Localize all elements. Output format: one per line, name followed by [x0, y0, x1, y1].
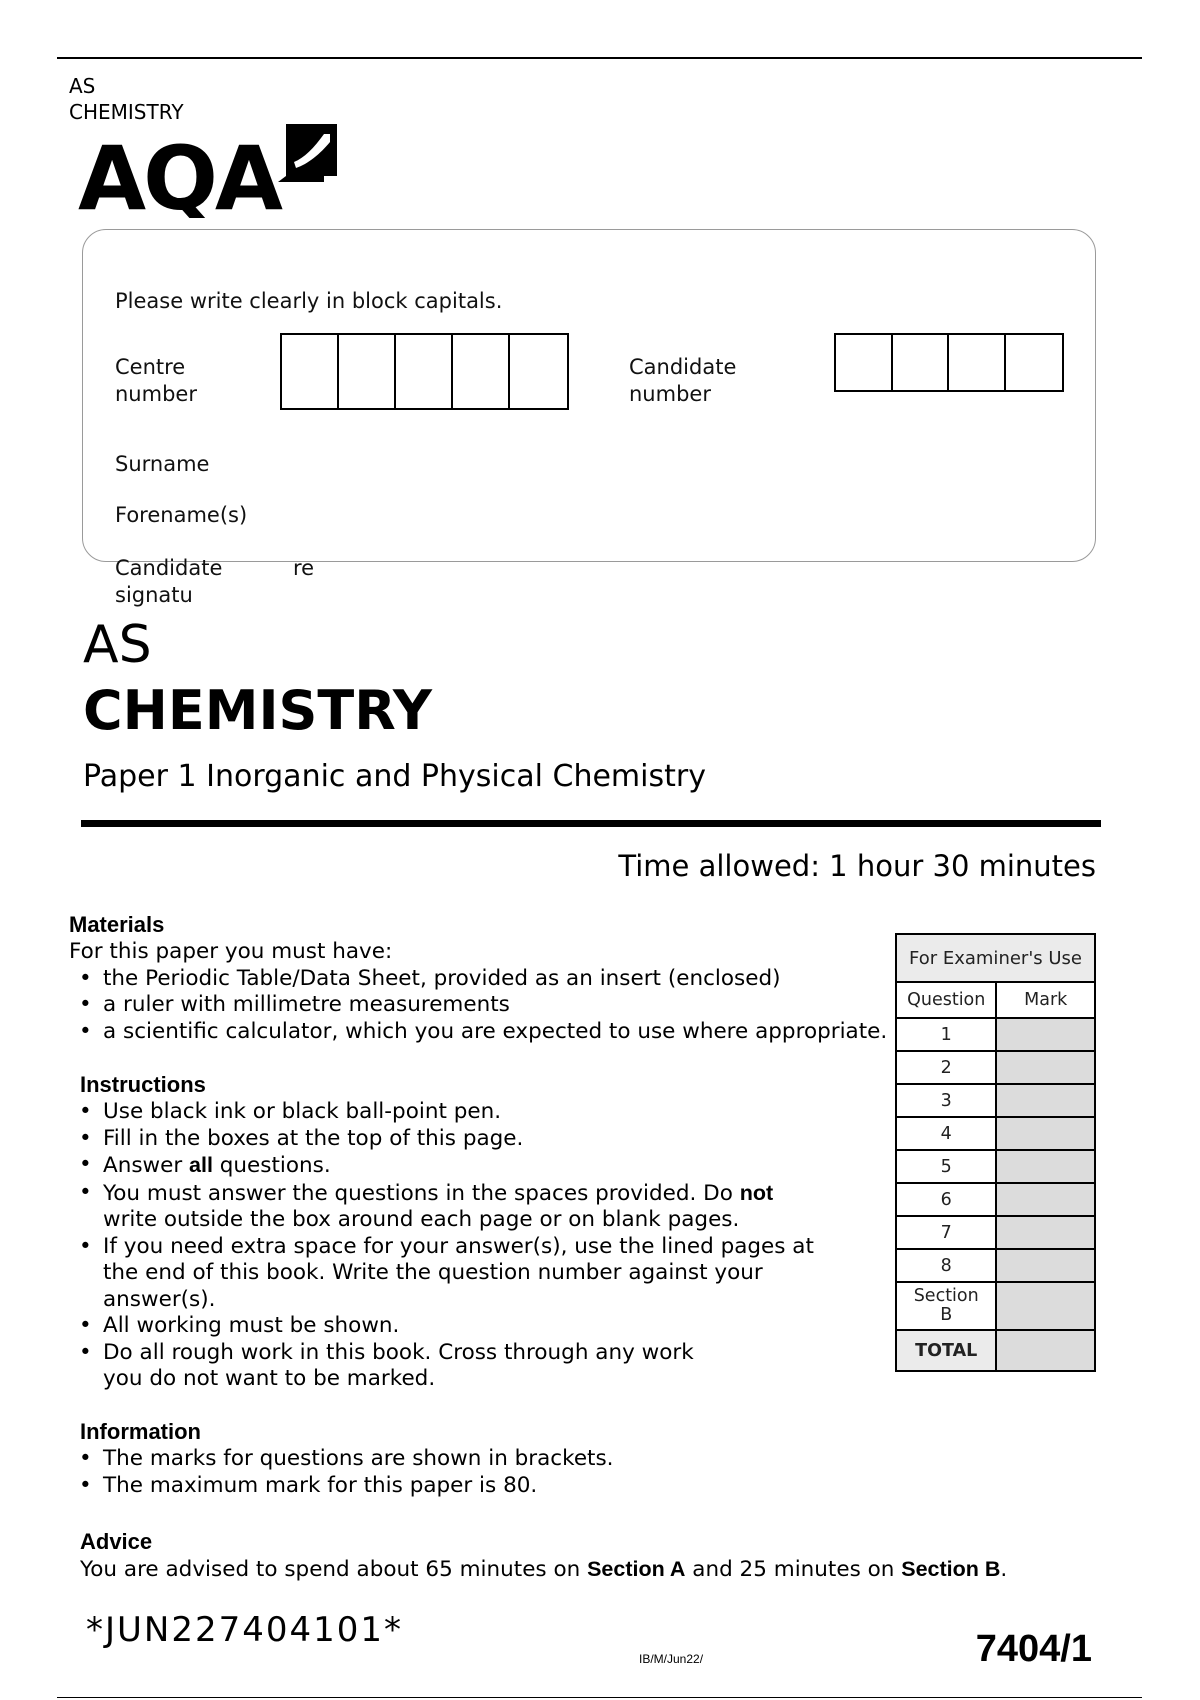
signature-label-line1: Candidate — [115, 556, 223, 580]
aqa-logo-mark — [278, 124, 337, 182]
question-number: 3 — [896, 1084, 996, 1117]
information-section — [69, 1418, 889, 1499]
aqa-logo-graphic — [78, 118, 348, 218]
advice-emphasis: Section B — [901, 1557, 1001, 1581]
instruction-emphasis: not — [739, 1180, 774, 1205]
question-number: 1 — [896, 1018, 996, 1051]
instruction-text: you do not want to be marked. — [103, 1366, 436, 1391]
mark-cell — [996, 1216, 1095, 1249]
title-divider — [81, 820, 1101, 827]
table-row — [896, 1216, 1095, 1249]
top-rule — [57, 57, 1142, 59]
time-allowed: Time allowed: 1 hour 30 minutes — [618, 849, 1096, 883]
mark-column-header: Mark — [996, 982, 1095, 1018]
section-b-label-line1: Section — [913, 1286, 979, 1306]
mark-cell — [996, 1084, 1095, 1117]
instruction-text: questions. — [212, 1153, 331, 1178]
mark-cell — [996, 1183, 1095, 1216]
centre-number-label — [115, 354, 197, 408]
header-level: AS — [69, 74, 96, 98]
question-number: 7 — [896, 1216, 996, 1249]
table-row — [896, 1150, 1095, 1183]
examiner-use-title: For Examiner's Use — [896, 934, 1095, 982]
title-level: AS — [83, 615, 152, 675]
question-column-header: Question — [896, 982, 996, 1018]
mark-cell — [996, 1249, 1095, 1282]
signature-label-line2: signatu — [115, 583, 193, 607]
total-label: TOTAL — [896, 1330, 996, 1371]
instruction-text: Answer — [103, 1153, 190, 1178]
instruction-text: Do all rough work in this book. Cross through any work — [103, 1339, 694, 1365]
candidate-signature-label — [115, 555, 222, 609]
instruction-emphasis: all — [189, 1153, 213, 1177]
centre-number-label-line2: number — [115, 382, 197, 406]
list-item — [69, 1340, 889, 1393]
candidate-number-boxes[interactable] — [834, 333, 1064, 392]
list-item — [69, 1152, 889, 1180]
reference-code: IB/M/Jun22/ — [639, 1652, 704, 1666]
centre-number-label-line1: Centre — [115, 355, 186, 379]
bottom-rule — [57, 1697, 1142, 1698]
section-b-label — [896, 1282, 996, 1330]
list-item: • The maximum mark for this paper is 80. — [69, 1473, 889, 1500]
mark-cell — [996, 1117, 1095, 1150]
instruction-text: answer(s). — [103, 1286, 216, 1312]
advice-section — [80, 1528, 1100, 1584]
question-number: 5 — [896, 1150, 996, 1183]
section-b-label-line2: B — [940, 1305, 953, 1325]
advice-emphasis: Section A — [587, 1557, 686, 1581]
list-item — [69, 1313, 889, 1340]
information-heading: Information — [80, 1419, 201, 1444]
mark-cell — [996, 1282, 1095, 1330]
mark-cell — [996, 1150, 1095, 1183]
table-row — [896, 1183, 1095, 1216]
question-number: 2 — [896, 1051, 996, 1084]
materials-heading: Materials — [69, 912, 165, 937]
total-mark-cell — [996, 1330, 1095, 1371]
list-item — [69, 1180, 889, 1234]
barcode-text: *JUN227404101* — [86, 1610, 404, 1650]
candidate-number-box[interactable] — [893, 335, 950, 390]
instruction-text: the end of this book. Write the question number against your — [103, 1260, 763, 1285]
list-item: • the Periodic Table/Data Sheet, provided as an insert (enclosed) — [69, 966, 949, 993]
mark-cell — [996, 1018, 1095, 1051]
surname-label: Surname — [115, 452, 210, 476]
table-row — [896, 1051, 1095, 1084]
list-item: • The marks for questions are shown in brackets. — [69, 1446, 889, 1473]
table-row — [896, 1018, 1095, 1051]
instructions-list — [69, 1099, 889, 1393]
materials-intro: For this paper you must have: — [69, 939, 393, 964]
list-item: • a scientific calculator, which you are expected to use where appropriate. — [69, 1019, 949, 1046]
mark-cell — [996, 1051, 1095, 1084]
advice-text-part: . — [1000, 1557, 1008, 1582]
header-subject: CHEMISTRY — [69, 100, 184, 124]
instructions-heading: Instructions — [80, 1072, 206, 1097]
instruction-text: Use black ink or black ball-point pen. — [103, 1099, 502, 1124]
candidate-number-label-line2: number — [629, 382, 711, 406]
list-item — [69, 1234, 889, 1314]
candidate-number-label — [629, 354, 736, 408]
examiner-use-table — [895, 933, 1096, 1372]
advice-heading: Advice — [80, 1529, 153, 1554]
instruction-text: Fill in the boxes at the top of this page. — [103, 1125, 524, 1151]
aqa-logo-text: AQA — [78, 127, 281, 218]
signature-label-fragment: re — [293, 556, 315, 580]
table-row — [896, 1249, 1095, 1282]
table-row — [896, 1084, 1095, 1117]
centre-number-box[interactable] — [396, 335, 453, 408]
advice-text-part: You are advised to spend about 65 minutes on — [80, 1557, 588, 1582]
question-number: 8 — [896, 1249, 996, 1282]
materials-list — [69, 966, 949, 1046]
centre-number-boxes[interactable] — [280, 333, 569, 410]
paper-code: 7404/1 — [975, 1628, 1092, 1670]
advice-text — [80, 1556, 1100, 1584]
forename-label: Forename(s) — [115, 503, 248, 527]
list-item: • a ruler with millimetre measurements — [69, 992, 949, 1019]
candidate-number-box[interactable] — [836, 335, 893, 390]
instruction-text: You must answer the questions in the spaces provided. Do — [103, 1180, 740, 1206]
question-number: 6 — [896, 1183, 996, 1216]
block-capitals-instruction: Please write clearly in block capitals. — [115, 289, 503, 313]
candidate-number-box[interactable] — [1006, 335, 1062, 390]
advice-text-part: and 25 minutes on — [685, 1557, 902, 1582]
centre-number-box[interactable] — [339, 335, 396, 408]
instruction-text: If you need extra space for your answer(s), use the lined pages at — [103, 1233, 814, 1259]
materials-section — [69, 911, 949, 1045]
table-row-total — [896, 1330, 1095, 1371]
table-row-section-b — [896, 1282, 1095, 1330]
centre-number-box[interactable] — [282, 335, 339, 408]
instruction-text: All working must be shown. — [103, 1313, 400, 1338]
paper-title: Paper 1 Inorganic and Physical Chemistry — [83, 759, 706, 794]
candidate-number-box[interactable] — [949, 335, 1006, 390]
information-list — [69, 1446, 889, 1499]
centre-number-box[interactable] — [453, 335, 510, 408]
candidate-number-label-line1: Candidate — [629, 355, 737, 379]
list-item — [69, 1099, 889, 1126]
instruction-text: write outside the box around each page or on blank pages. — [103, 1207, 740, 1232]
table-row — [896, 1117, 1095, 1150]
list-item — [69, 1126, 889, 1153]
aqa-logo — [78, 118, 348, 223]
question-number: 4 — [896, 1117, 996, 1150]
centre-number-box[interactable] — [510, 335, 567, 408]
title-subject: CHEMISTRY — [83, 679, 432, 742]
instructions-section — [69, 1071, 889, 1393]
